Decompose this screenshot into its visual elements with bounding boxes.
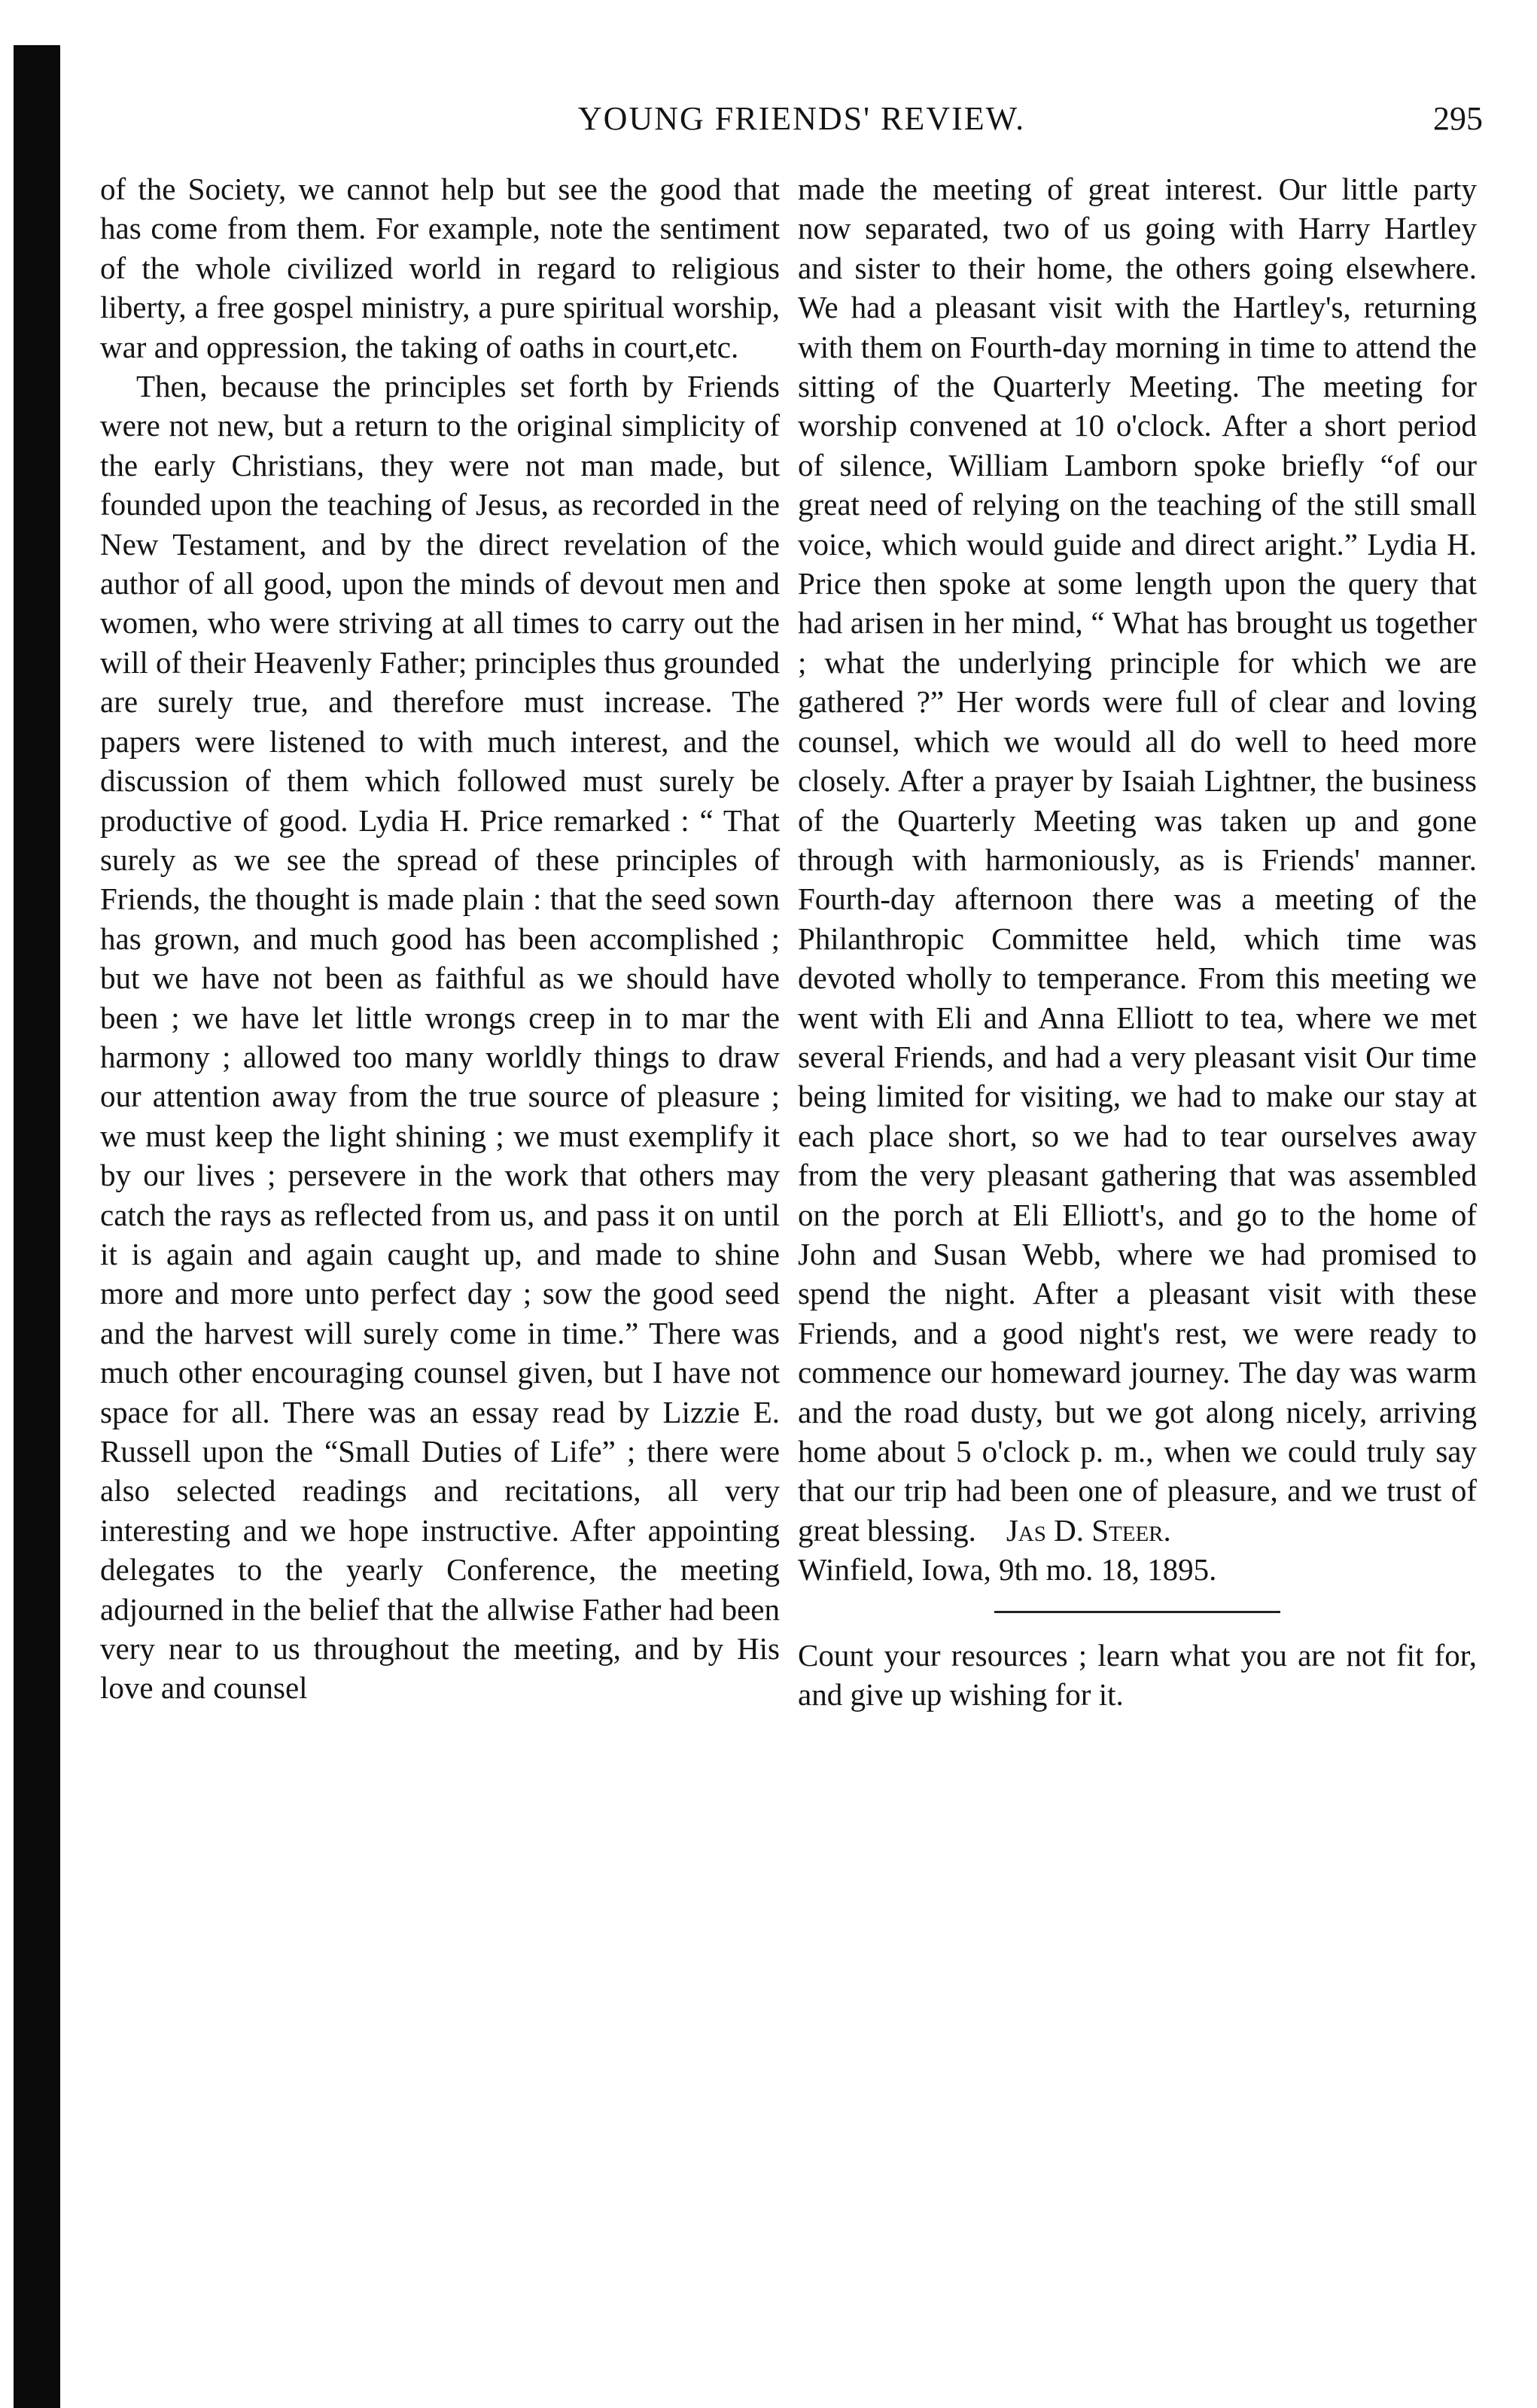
scan-edge-shadow xyxy=(14,45,60,2408)
left-paragraph-1: of the Society, we cannot help but see the good that has come from them. For example, note the sentiment of the whole civilized world in regard to religious liberty, a free gospel ministry, a pure spiritual worship, war and oppression, the taking of oaths in court,etc. xyxy=(100,172,780,364)
section-divider xyxy=(994,1611,1280,1613)
right-column xyxy=(798,169,1477,1714)
left-column xyxy=(100,169,780,1708)
left-paragraph-2: Then, because the principles set forth by Friends were not new, but a return to the original simplicity of the early Christians, they were not man made, but founded upon the teaching of Jesus, as recorded in the New Testament, and by the direct revelation of the author of all good, upon the minds of devout men and women, who were striving at all times to carry out the will of their Heavenly Father; principles thus grounded are surely true, and therefore must increase. The papers were listened to with much interest, and the discussion of them which followed must surely be productive of good. Lydia H. Price remarked : “ That surely as we see the spread of these principles of Friends, the thought is made plain : that the seed sown has grown, and much good has been accomplished ; but we have not been as faithful as we should have been ; we have let little wrongs creep in to mar the harmony ; allowed too many worldly things to draw our attention away from the true source of pleasure ; we must keep the light shining ; we must exemplify it by our lives ; persevere in the work that others may catch the rays as reflected from us, and pass it on until it is again and again caught up, and made to shine more and more unto perfect day ; sow the good seed and the harvest will surely come in time.” There was much other encouraging counsel given, but I have not space for all. There was an essay read by Lizzie E. Russell upon the “Small Duties of Life” ; there were also selected readings and recitations, all very interesting and we hope instructive. After appointing delegates to the yearly Conference, the meeting adjourned in the belief that the allwise Father had been very near to us throughout the meeting, and by His love and counsel xyxy=(100,369,780,1706)
right-paragraph-1 xyxy=(798,169,1477,1550)
right-paragraph-1-text: made the meeting of great interest. Our little party now separated, two of us going with Harry Hartley and sister to their home, the others going elsewhere. We had a pleasant visit with the Hartley's, returning with them on Fourth-day morning in time to attend the sitting of the Quarterly Meeting. The meeting for worship convened at 10 o'clock. After a short period of silence, William Lamborn spoke briefly “of our great need of relying on the teaching of the still small voice, which would guide and direct aright.” Lydia H. Price then spoke at some length upon the query that had arisen in her mind, “ What has brought us together ; what the underlying principle for which we are gathered ?” Her words were full of clear and loving counsel, which we would all do well to heed more closely. After a prayer by Isaiah Lightner, the business of the Quarterly Meeting was taken up and gone through with harmoniously, as is Friends' manner. Fourth-day afternoon there was a meeting of the Philanthropic Committee held, which time was devoted wholly to temperance. From this meeting we went with Eli and Anna Elliott to tea, where we met several Friends, and had a very pleasant visit Our time being limited for visiting, we had to make our stay at each place short, so we had to tear ourselves away from the very pleasant gathering that was assembled on the porch at Eli Elliott's, and go to the home of John and Susan Webb, where we had promised to spend the night. After a pleasant visit with these Friends, and a good night's rest, we were ready to commence our homeward journey. The day was warm and the road dusty, but we got along nicely, arriving home about 5 o'clock p. m., when we could truly say that our trip had been one of pleasure, and we trust of great blessing. xyxy=(798,172,1477,1548)
dateline: Winfield, Iowa, 9th mo. 18, 1895. xyxy=(798,1552,1217,1588)
page-header xyxy=(113,96,1490,149)
epigram: Count your resources ; learn what you are not fit for, and give up wishing for it. xyxy=(798,1637,1477,1712)
page-number: 295 xyxy=(1433,100,1483,137)
running-title: YOUNG FRIENDS' REVIEW. xyxy=(577,100,1026,137)
signature: Jas D. Steer. xyxy=(1006,1512,1171,1548)
